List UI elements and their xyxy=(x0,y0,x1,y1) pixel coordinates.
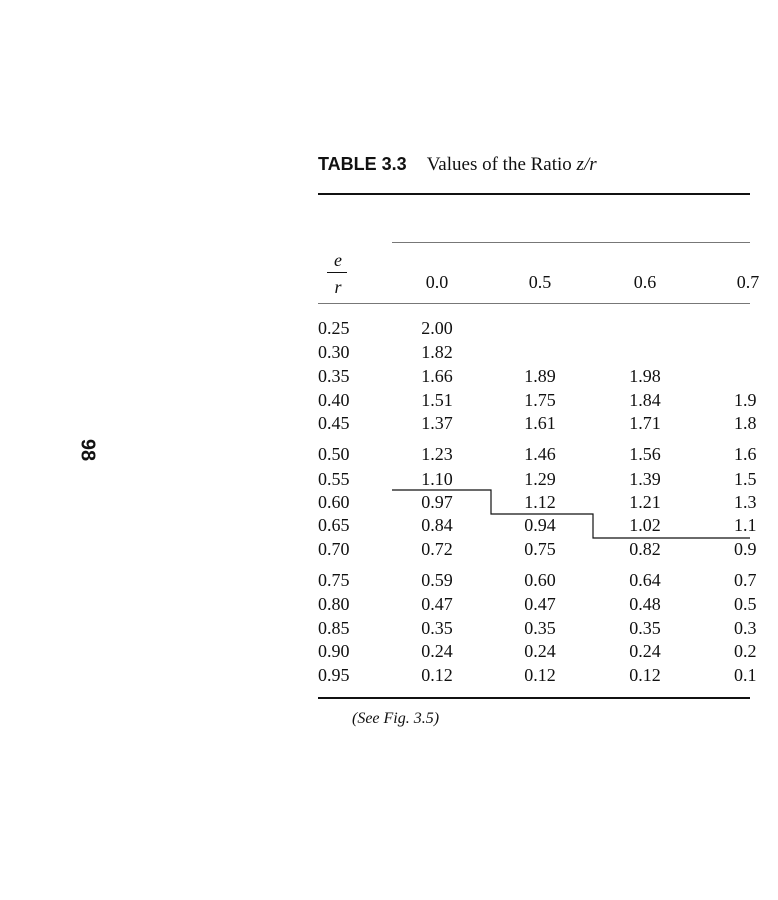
table-cell: 0.24 xyxy=(421,641,453,661)
row-label: 0.55 xyxy=(318,469,350,489)
table-cell: 1.71 xyxy=(629,413,661,433)
table-cell: 1.89 xyxy=(524,366,556,386)
table-cell: 1.29 xyxy=(524,469,556,489)
table-cell: 0.12 xyxy=(629,665,661,685)
table-caption: Values of the Ratio xyxy=(426,154,577,175)
stub-header-denominator: r xyxy=(334,277,342,297)
table-cell: 1.82 xyxy=(421,342,453,362)
row-label: 0.45 xyxy=(318,413,350,433)
table-cell: 0.2 xyxy=(734,641,757,661)
column-header-1: 0.5 xyxy=(528,272,552,292)
column-header-3: 0.7 xyxy=(736,272,760,292)
table-label: TABLE 3.3 xyxy=(318,154,407,174)
table-cell: 1.56 xyxy=(629,444,661,464)
table-cell: 1.51 xyxy=(421,390,453,410)
stub-header-numerator: e xyxy=(334,250,342,270)
table-cell: 0.7 xyxy=(734,570,757,590)
table-cell: 0.5 xyxy=(734,594,757,614)
row-label: 0.85 xyxy=(318,618,350,638)
table-cell: 1.3 xyxy=(734,492,757,512)
row-label: 0.25 xyxy=(318,318,350,338)
stub-header-fraction-bar xyxy=(327,272,347,273)
table-cell: 0.72 xyxy=(421,539,453,559)
table-cell: 0.60 xyxy=(524,570,556,590)
header-bottom-rule xyxy=(318,303,750,304)
table-cell: 1.23 xyxy=(421,444,453,464)
table-cell: 0.24 xyxy=(524,641,556,661)
column-spanner-rule xyxy=(392,242,750,243)
row-label: 0.50 xyxy=(318,444,350,464)
table-cell: 1.6 xyxy=(734,444,757,464)
table-cell: 1.1 xyxy=(734,515,757,535)
table-title xyxy=(318,154,597,176)
table-cell: 0.9 xyxy=(734,539,757,559)
table-cell: 1.75 xyxy=(524,390,556,410)
row-label: 0.35 xyxy=(318,366,350,386)
table-cell: 1.10 xyxy=(421,469,453,489)
table-cell: 1.21 xyxy=(629,492,661,512)
table-cell: 1.39 xyxy=(629,469,661,489)
row-label: 0.95 xyxy=(318,665,350,685)
table-cell: 1.98 xyxy=(629,366,661,386)
table-cell: 0.35 xyxy=(629,618,661,638)
table-cell: 1.12 xyxy=(524,492,556,512)
table-cell: 1.37 xyxy=(421,413,453,433)
row-label: 0.80 xyxy=(318,594,350,614)
table-cell: 0.3 xyxy=(734,618,757,638)
table-caption-ratio: z/r xyxy=(576,154,597,175)
table-cell: 1.66 xyxy=(421,366,453,386)
table-cell: 0.59 xyxy=(421,570,453,590)
table-cell: 0.82 xyxy=(629,539,661,559)
table-cell: 1.9 xyxy=(734,390,757,410)
table-cell: 0.75 xyxy=(524,539,556,559)
table-cell: 1.02 xyxy=(629,515,661,535)
table-cell: 0.12 xyxy=(421,665,453,685)
table-cell: 0.97 xyxy=(421,492,453,512)
table-cell: 1.61 xyxy=(524,413,556,433)
row-label: 0.70 xyxy=(318,539,350,559)
table-cell: 2.00 xyxy=(421,318,453,338)
table-cell: 0.48 xyxy=(629,594,661,614)
table-cell: 0.35 xyxy=(421,618,453,638)
table-cell: 1.84 xyxy=(629,390,661,410)
row-label: 0.90 xyxy=(318,641,350,661)
table-cell: 0.64 xyxy=(629,570,661,590)
table-cell: 0.84 xyxy=(421,515,453,535)
row-label: 0.40 xyxy=(318,390,350,410)
table-cell: 1.46 xyxy=(524,444,556,464)
table-cell: 0.94 xyxy=(524,515,556,535)
row-label: 0.30 xyxy=(318,342,350,362)
table-cell: 0.47 xyxy=(524,594,556,614)
table-cell: 0.47 xyxy=(421,594,453,614)
page-number: 98 xyxy=(76,438,99,462)
table-footnote: (See Fig. 3.5) xyxy=(352,710,440,727)
row-label: 0.60 xyxy=(318,492,350,512)
table-cell: 0.1 xyxy=(734,665,757,685)
table-top-rule xyxy=(318,193,750,195)
table-cell: 0.35 xyxy=(524,618,556,638)
table-cell: 1.5 xyxy=(734,469,757,489)
row-label: 0.65 xyxy=(318,515,350,535)
row-label: 0.75 xyxy=(318,570,350,590)
table-cell: 0.12 xyxy=(524,665,556,685)
column-header-0: 0.0 xyxy=(425,272,449,292)
table-cell: 1.8 xyxy=(734,413,757,433)
table-cell: 0.24 xyxy=(629,641,661,661)
table-bottom-rule xyxy=(318,697,750,699)
column-header-2: 0.6 xyxy=(633,272,657,292)
